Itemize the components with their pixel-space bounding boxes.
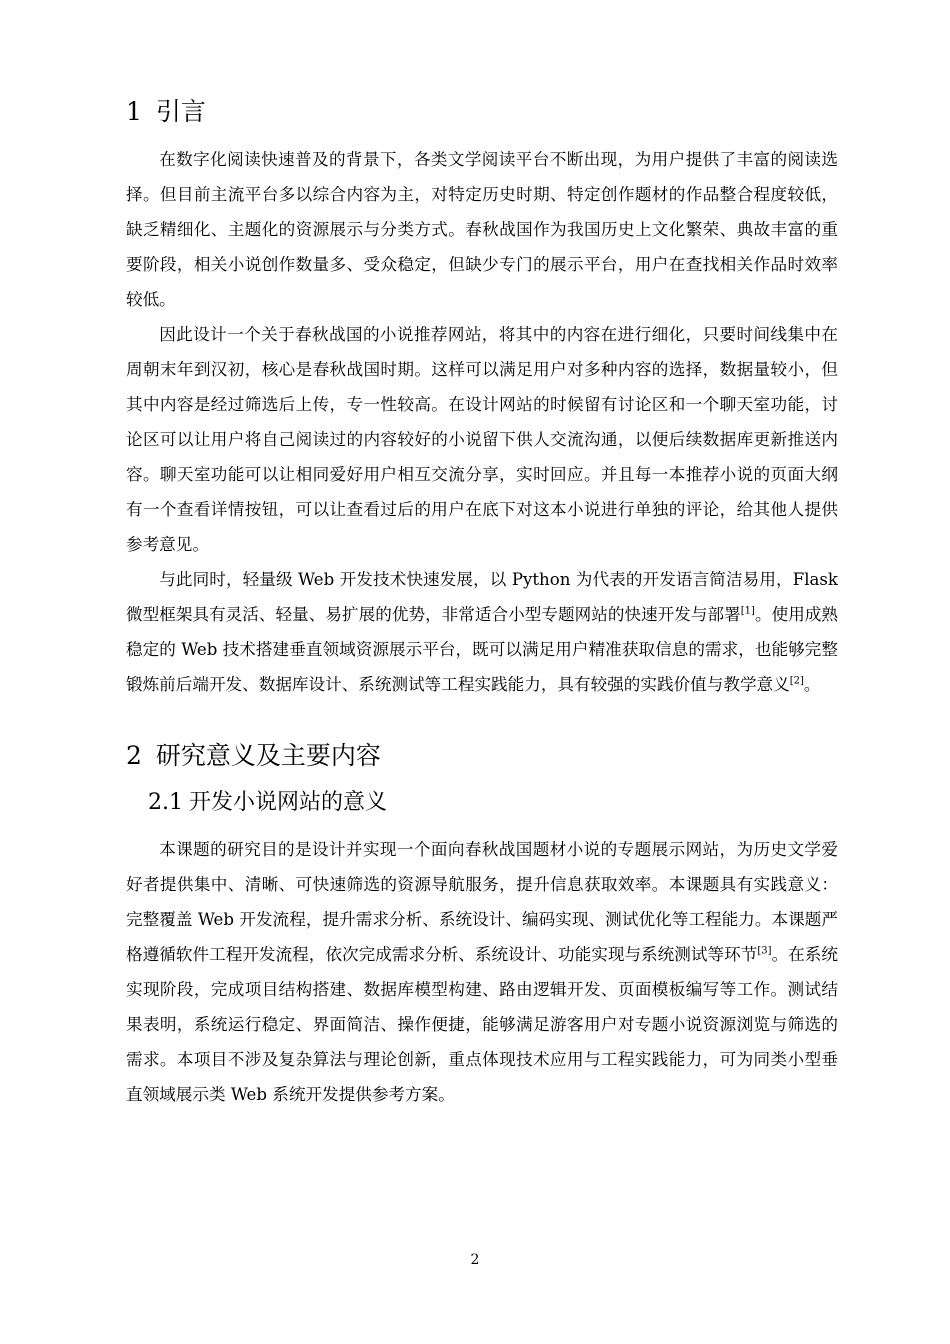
paragraph (126, 832, 838, 1112)
page-number: 2 (470, 1252, 480, 1268)
paragraph-text: 。使用成熟稳定的 Web 技术搭建垂直领域资源展示平台，既可以满足用户精准获取信息的需求，也能够完整锻炼前后端开发、数据库设计、系统测试等工程实践能力，具有较强的实践价值与教学意义 (126, 605, 839, 694)
paragraph: 在数字化阅读快速普及的背景下，各类文学阅读平台不断出现，为用户提供了丰富的阅读选择。但目前主流平台多以综合内容为主，对特定历史时期、特定创作题材的作品整合程度较低，缺乏精细化、主题化的资源展示与分类方式。春秋战国作为我国历史上文化繁荣、典故丰富的重要阶段，相关小说创作数量多、受众稳定，但缺少专门的展示平台，用户在查找相关作品时效率较低。 (126, 150, 838, 309)
subsection-heading (148, 786, 838, 820)
paragraph-text: 本课题的研究目的是设计并实现一个面向春秋战国题材小说的专题展示网站，为历史文学爱好者提供集中、清晰、可快速筛选的资源导航服务，提升信息获取效率。本课题具有实践意义：完整覆盖 Web 开发流程，提升需求分析、系统设计、编码实现、测试优化等工程能力。本课题严格遵循软件工程开发流程，依次完成需求分析、系统设计、功能实现与系统测试等环节 (126, 840, 838, 964)
paragraph-text: 。在系统实现阶段，完成项目结构搭建、数据库模型构建、路由逻辑开发、页面模板编写等工作。测试结果表明，系统运行稳定、界面简洁、操作便捷，能够满足游客用户对专题小说资源浏览与筛选的需求。本项目不涉及复杂算法与理论创新，重点体现技术应用与工程实践能力，可为同类小型垂直领域展示类 Web 系统开发提供参考方案。 (126, 945, 839, 1104)
section-heading-research-significance (126, 736, 838, 776)
citation-ref: [3] (757, 945, 772, 957)
subsection-number: 2.1 (148, 790, 183, 815)
paragraph-text: 。 (803, 675, 821, 694)
section-number: 2 (126, 741, 142, 770)
section-heading-introduction (126, 92, 838, 132)
section-title: 引言 (155, 97, 206, 126)
subsection-title: 开发小说网站的意义 (189, 790, 388, 815)
citation-ref: [1] (740, 605, 755, 617)
paragraph: 因此设计一个关于春秋战国的小说推荐网站，将其中的内容在进行细化，只要时间线集中在周朝末年到汉初，核心是春秋战国时期。这样可以满足用户对多种内容的选择，数据量较小，但其中内容是经过筛选后上传，专一性较高。在设计网站的时候留有讨论区和一个聊天室功能，讨论区可以让用户将自己阅读过的内容较好的小说留下供人交流沟通，以便后续数据库更新推送内容。聊天室功能可以让相同爱好用户相互交流分享，实时回应。并且每一本推荐小说的页面大纲有一个查看详情按钮，可以让查看过后的用户在底下对这本小说进行单独的评论，给其他人提供参考意见。 (126, 325, 838, 554)
page-content (126, 92, 838, 1112)
paragraph-text: 与此同时，轻量级 Web 开发技术快速发展，以 Python 为代表的开发语言简洁易用，Flask 微型框架具有灵活、轻量、易扩展的优势，非常适合小型专题网站的快速开发与部署 (126, 570, 838, 624)
section-title: 研究意义及主要内容 (155, 741, 381, 770)
paragraph (126, 562, 838, 702)
section-number: 1 (126, 97, 142, 126)
citation-ref: [2] (789, 675, 804, 687)
